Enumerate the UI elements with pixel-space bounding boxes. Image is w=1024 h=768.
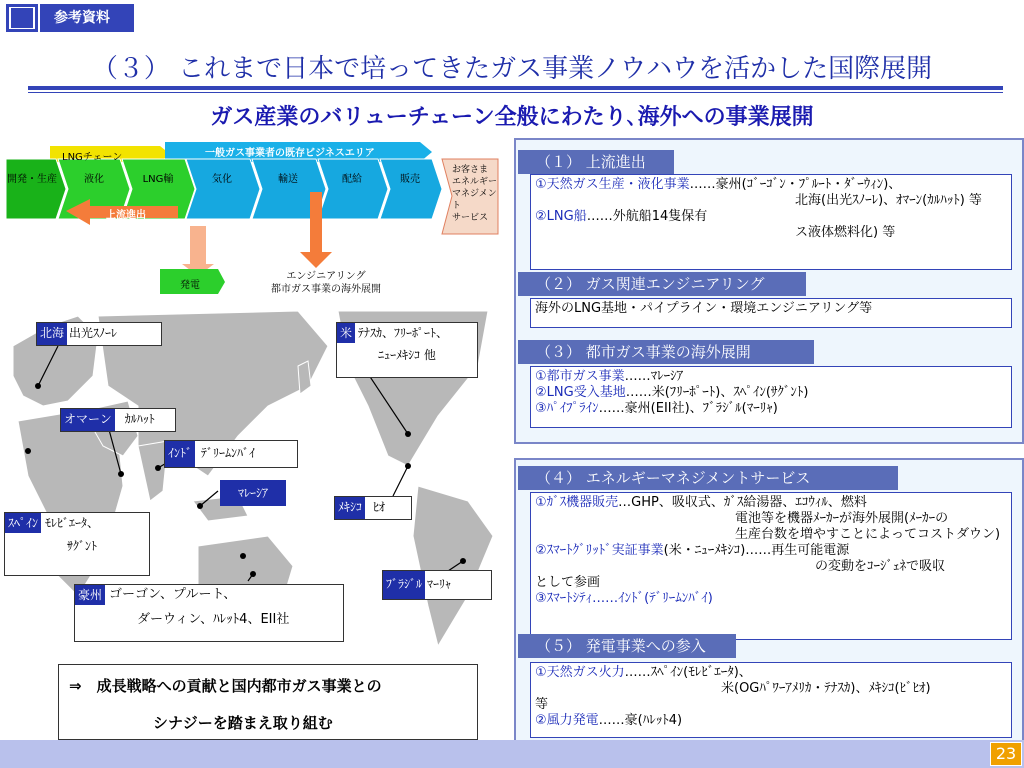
conclusion-box — [58, 664, 478, 740]
map-box-mexico — [334, 496, 412, 520]
stage-vaporization: 気化 — [212, 174, 232, 185]
customer-line-2: エネルギー — [452, 177, 498, 187]
stage-development: 開発・生産 — [7, 174, 57, 185]
map-box-hokkai — [36, 322, 162, 346]
map-label-australia: 豪州 — [75, 585, 105, 605]
title-rule-thin — [28, 92, 1003, 93]
map-text-spain-1: ﾓﾚﾋﾞｴｰﾀ、 — [45, 516, 100, 530]
map-label-brazil: ﾌﾞﾗｼﾞﾙ — [383, 571, 425, 599]
page-subtitle: ガス産業のバリューチェーン全般にわたり､海外への事業展開 — [210, 105, 814, 130]
s3-item-2-text: ……米(ﾌﾘｰﾎﾟｰﾄ)、ｽﾍﾟｲﾝ(ｻｸﾞﾝﾄ) — [625, 385, 809, 400]
s5-item-1-text-2: 米(OGﾊﾟﾜｰｱﾒﾘｶ・ﾃﾅｽｶ)、ﾒｷｼｺ(ﾋﾞﾋｵ) — [721, 681, 931, 696]
section-4-box — [530, 492, 1012, 640]
map-label-mexico: ﾒｷｼｺ — [335, 497, 365, 519]
conclusion-line-1: ⇒ 成長戦略への貢献と国内都市ガス事業との — [69, 677, 382, 695]
s3-item-3-title: ③ﾊﾟｲﾌﾟﾗｲﾝ — [535, 401, 599, 416]
section-5-box — [530, 662, 1012, 738]
section-2-box — [530, 298, 1012, 328]
header-tag: 参考資料 — [40, 4, 134, 32]
customer-line-4: サービス — [452, 213, 489, 223]
s3-item-3-text: ……豪州(EII社)、ﾌﾞﾗｼﾞﾙ(ﾏｰﾘｬ) — [598, 401, 778, 416]
engineering-line-2: 都市ガス事業の海外展開 — [271, 284, 381, 295]
customer-line-1: お客さま — [452, 165, 489, 175]
s5-item-1-text: ……ｽﾍﾟｲﾝ(ﾓﾚﾋﾞｴｰﾀ)、 — [624, 665, 752, 680]
upstream-arrow-label: 上流進出 — [106, 210, 146, 221]
s3-item-1-title: ①都市ガス事業 — [535, 369, 625, 384]
s4-item-2-title: ②ｽﾏｰﾄｸﾞﾘｯﾄﾞ実証事業 — [535, 543, 664, 558]
map-text-mexico: ﾋｵ — [373, 500, 386, 514]
section-2-heading: （２） ガス関連エンジニアリング — [518, 272, 806, 296]
stage-distribution: 配給 — [342, 174, 362, 185]
s4-item-3-text: ③ｽﾏｰﾄｼﾃｨ……ｲﾝﾄﾞ(ﾃﾞﾘｰﾑﾝﾊﾞｲ) — [535, 591, 713, 606]
s3-item-1-text: ……ﾏﾚｰｼｱ — [624, 369, 684, 384]
map-text-us-2: ﾆｭｰﾒｷｼｺ 他 — [378, 348, 436, 362]
lng-chain-label: LNGチェーン — [62, 152, 123, 163]
section-4-heading: （４） エネルギーマネジメントサービス — [518, 466, 898, 490]
engineering-label — [256, 270, 396, 296]
s4-item-1-text-2: 電池等を機器ﾒｰｶｰが海外展開(ﾒｰｶｰの — [735, 511, 949, 526]
page-number: 23 — [990, 742, 1022, 766]
s1-item-2-text: ……外航船14隻保有 — [586, 209, 708, 224]
map-label-spain: ｽﾍﾟｲﾝ — [5, 513, 41, 533]
s4-item-2-text-3: として参画 — [535, 575, 601, 590]
s1-item-1-title: ①天然ガス生産・液化事業 — [535, 177, 690, 192]
s3-item-2-title: ②LNG受入基地 — [535, 385, 626, 400]
header-square-fill — [11, 8, 33, 28]
page-title: （３） これまで日本で培ってきたガス事業ノウハウを活かした国際展開 — [91, 54, 933, 84]
s5-item-1-title: ①天然ガス火力 — [535, 665, 625, 680]
power-label: 発電 — [180, 280, 200, 291]
map-box-malaysia — [220, 480, 286, 506]
map-box-oman — [60, 408, 176, 432]
title-rule — [28, 86, 1003, 90]
map-text-australia-2: ダーウィン、ﾊﾚｯﾄ4、EII社 — [137, 612, 290, 627]
section-1-box — [530, 174, 1012, 270]
stage-lng-shipping: LNG輸 — [142, 174, 174, 185]
s2-item-1-text: 海外のLNG基地・パイプライン・環境エンジニアリング等 — [535, 301, 873, 316]
map-box-us — [336, 322, 478, 378]
s1-item-1-text-2: 北海(出光ｽﾉｰﾚ)、ｵﾏｰﾝ(ｶﾙﾊｯﾄ) 等 — [795, 193, 982, 208]
section-3-box — [530, 366, 1012, 428]
s4-item-1-title: ①ｶﾞｽ機器販売 — [535, 495, 619, 510]
map-text-oman: ｶﾙﾊｯﾄ — [124, 412, 155, 426]
map-box-india — [164, 440, 298, 468]
stage-sales: 販売 — [400, 174, 420, 185]
map-text-spain-2: ｻｸﾞﾝﾄ — [67, 539, 98, 553]
s5-item-2-title: ②風力発電 — [535, 713, 599, 728]
map-label-india: ｲﾝﾄﾞ — [165, 441, 195, 467]
customer-line-3: マネジメント — [452, 189, 497, 211]
general-area-label: 一般ガス事業者の既存ビジネスエリア — [205, 148, 375, 159]
map-label-oman: オマーン — [61, 409, 115, 431]
map-label-malaysia: ﾏﾚｰｼｱ — [220, 480, 286, 506]
section-1-heading: （１） 上流進出 — [518, 150, 674, 174]
map-text-brazil: ﾏｰﾘｬ — [427, 577, 452, 591]
s5-item-2-text: ……豪(ﾊﾚｯﾄ4) — [598, 713, 683, 728]
map-text-us-1: ﾃﾅｽｶ、ﾌﾘｰﾎﾟｰﾄ、 — [358, 326, 449, 340]
s5-item-1-text-3: 等 — [535, 697, 549, 712]
map-text-hokkai: 出光ｽﾉｰﾚ — [69, 326, 118, 340]
map-box-australia — [74, 584, 344, 642]
map-label-us: 米 — [337, 323, 355, 343]
section-3-heading: （３） 都市ガス事業の海外展開 — [518, 340, 814, 364]
customer-box — [452, 164, 502, 224]
map-text-india: ﾃﾞﾘｰﾑﾝﾊﾞｲ — [201, 446, 256, 460]
stage-liquefaction: 液化 — [84, 174, 104, 185]
s1-item-1-text: ……豪州(ｺﾞｰｺﾞﾝ・ﾌﾟﾙｰﾄ・ﾀﾞｰｳｨﾝ)、 — [689, 177, 902, 192]
s4-item-2-text: (米・ﾆｭｰﾒｷｼｺ)……再生可能電源 — [663, 543, 850, 558]
map-text-australia-1: ゴーゴン、プルート、 — [109, 587, 237, 602]
s1-item-3-text: ス液体燃料化) 等 — [795, 225, 896, 240]
section-5-heading: （５） 発電事業への参入 — [518, 634, 736, 658]
s4-item-1-text-3: 生産台数を増やすことによってコストダウン) — [735, 527, 1001, 542]
s4-item-1-text: …GHP、吸収式、ｶﾞｽ給湯器、ｴｺｳｨﾙ、燃料 — [618, 495, 867, 510]
map-box-spain — [4, 512, 150, 576]
map-label-hokkai: 北海 — [37, 323, 67, 345]
conclusion-line-2: シナジーを踏まえ取り組む — [153, 714, 333, 732]
map-box-brazil — [382, 570, 492, 600]
stage-transport: 輸送 — [278, 174, 298, 185]
footer-bar — [0, 740, 1024, 768]
s4-item-2-text-2: の変動をｺｰｼﾞｪﾈで吸収 — [815, 559, 946, 574]
s1-item-2-title: ②LNG船 — [535, 209, 587, 224]
engineering-line-1: エンジニアリング — [286, 271, 366, 282]
